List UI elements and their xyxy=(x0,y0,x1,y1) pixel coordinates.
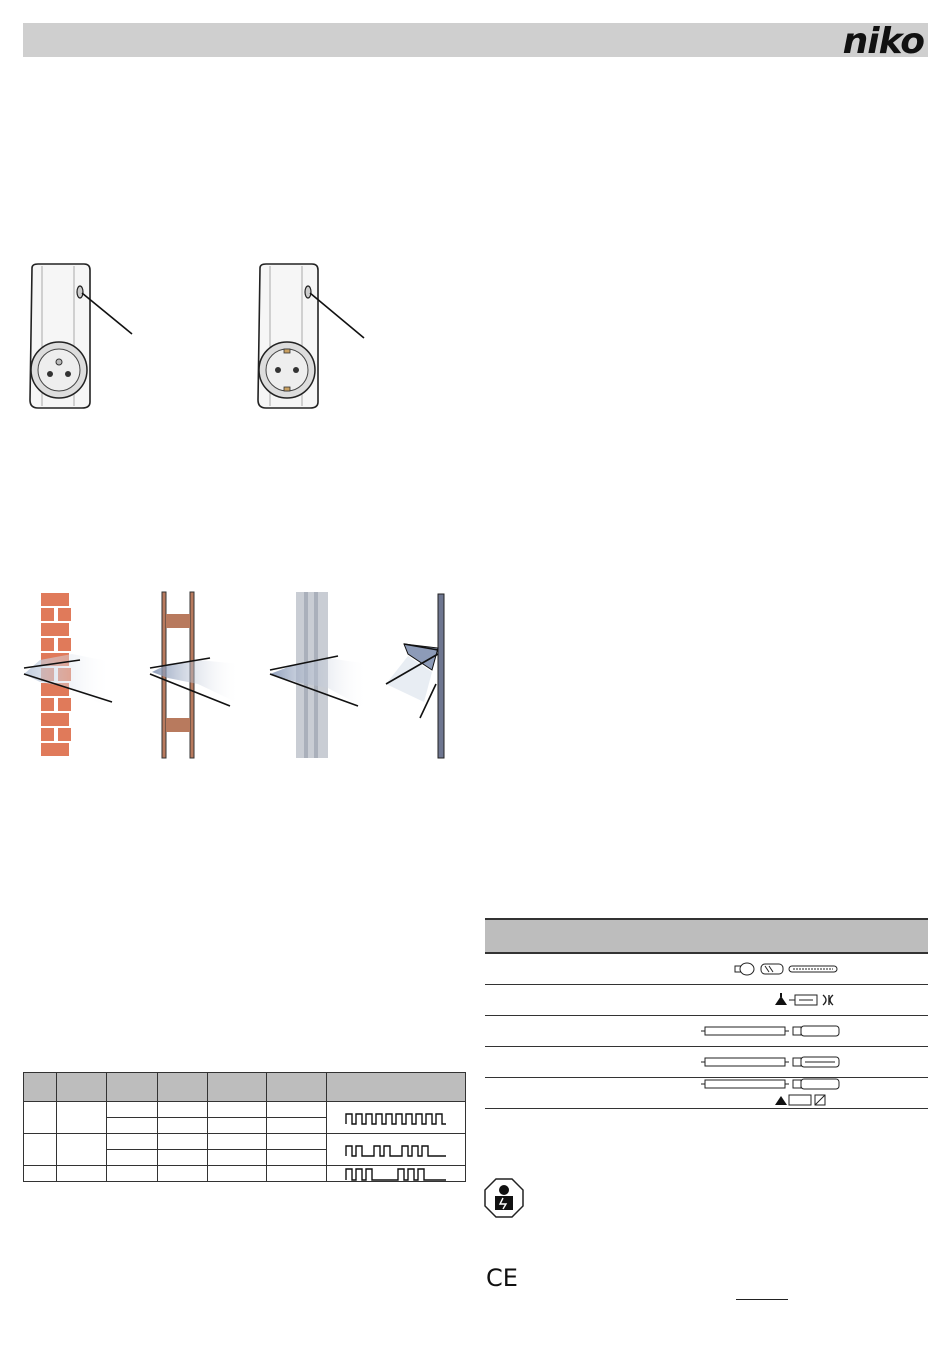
fluorescent-tube-icon xyxy=(701,1080,789,1088)
fluorescent-tube-icon xyxy=(701,1027,789,1035)
triple-blink-icon xyxy=(327,1166,466,1182)
load-table-header xyxy=(485,919,928,953)
ce-mark: CE xyxy=(486,1264,518,1292)
halogen-lamp-icon xyxy=(761,964,783,974)
table-row xyxy=(485,1047,928,1078)
header-bar xyxy=(23,23,928,57)
niko-logo: niko xyxy=(842,21,924,62)
plasterboard-wall-illustration xyxy=(268,592,378,760)
linear-halogen-icon xyxy=(789,966,837,972)
low-voltage-halogen-icon xyxy=(775,993,787,1005)
table-row xyxy=(485,1016,928,1047)
installer-warning-icon xyxy=(484,1178,524,1218)
double-blink-icon xyxy=(327,1134,466,1166)
wood-wall-illustration xyxy=(148,592,248,760)
electronic-transformer-icon xyxy=(789,995,817,1005)
table-row xyxy=(485,953,928,985)
incandescent-bulb-icon xyxy=(735,963,754,975)
load-table xyxy=(485,918,928,1109)
table-row xyxy=(24,1134,466,1150)
metal-wall-illustration xyxy=(382,592,462,760)
table-row xyxy=(485,985,928,1016)
fast-blink-icon xyxy=(327,1102,466,1134)
conventional-ballast-icon xyxy=(793,1026,839,1036)
compensated-ballast-icon xyxy=(793,1057,839,1067)
electronic-ballast-icon xyxy=(793,1079,839,1089)
signature-line xyxy=(736,1299,788,1300)
ferromagnetic-transformer-icon xyxy=(823,995,833,1005)
brick-wall-illustration xyxy=(22,592,122,760)
blink-table xyxy=(23,1072,466,1182)
led-driver-icon xyxy=(775,1095,825,1105)
blink-table-header xyxy=(24,1073,466,1102)
fluorescent-tube-icon xyxy=(701,1058,789,1066)
table-row xyxy=(24,1102,466,1118)
table-row xyxy=(24,1166,466,1182)
table-row xyxy=(485,1078,928,1109)
french-socket-plug-illustration xyxy=(24,262,134,412)
schuko-socket-plug-illustration xyxy=(252,262,372,412)
